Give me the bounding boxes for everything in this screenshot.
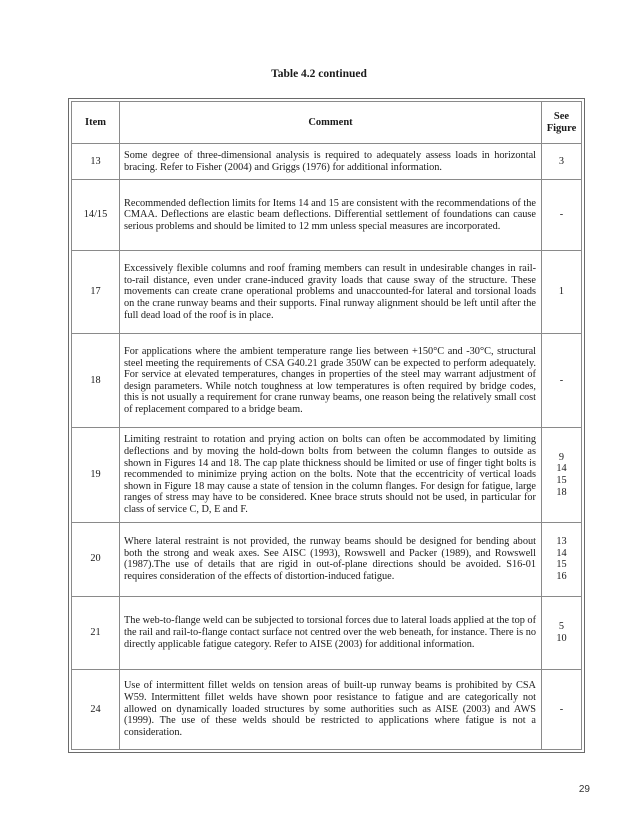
figure-ref: 15 <box>556 474 567 486</box>
comment-text: Where lateral restraint is not provided, the runway beams should be designed for bending about both the strong and weak axes. See AISC (1993), Rowswell and Packer (1989), and Rowswell (1987).The use of details that are rigid in out-of-plane directions should be avoided. S16-01 requires consideration of the effects of distortion-induced fatigue. <box>120 522 542 596</box>
see-figure-cell <box>542 180 582 251</box>
table-row <box>72 522 582 596</box>
see-figure-cell <box>542 334 582 428</box>
header-see-figure <box>542 102 582 144</box>
see-figure-cell <box>542 144 582 180</box>
table-row <box>72 144 582 180</box>
comments-table-frame <box>68 98 585 753</box>
comment-text: Excessively flexible columns and roof framing members can result in undesirable changes in rail-to-rail distance, even under crane-induced gravity loads that cause sway of the structure. These movements can create crane operational problems and unaccounted-for lateral and torsional loads on the crane runway beams and their supports. Final runway alignment should be left until after the full dead load of the roof is in place. <box>120 251 542 334</box>
table-row <box>72 428 582 522</box>
comment-text: Limiting restraint to rotation and prying action on bolts can often be accommodated by limiting deflections and by moving the hold-down bolts from between the column flanges to outside as shown in Figures 14 and 18. The cap plate thickness should be limited or use of finger tight bolts is recommended to minimize prying action on the bolts. Note that the eccentricity of vertical loads shown in Figure 18 may cause a state of tension in the column flanges. For design for fatigue, large ranges of stress may have to be considered. Knee brace struts should not be used, in particular for class of service C, D, E and F. <box>120 428 542 522</box>
item-number: 24 <box>72 669 120 749</box>
figure-ref: - <box>559 209 564 221</box>
comment-text: The web-to-flange weld can be subjected to torsional forces due to lateral loads applied at the top of the rail and rail-to-flange contact surface not centred over the web beneath, for instance. There is no directly applicable fatigue category. Refer to AISE (2003) for additional information. <box>120 596 542 669</box>
table-row <box>72 334 582 428</box>
item-number: 18 <box>72 334 120 428</box>
figure-ref: - <box>559 703 564 715</box>
table-header-row <box>72 102 582 144</box>
figure-ref: 5 <box>558 621 565 633</box>
header-figure-line-2: Figure <box>546 122 577 134</box>
comment-text: For applications where the ambient temperature range lies between +150°C and -30°C, structural steel meeting the requirements of CSA G40.21 grade 350W can be expected to perform adequately. For service at elevated temperatures, changes in properties of the steel may warrant adjustment of design parameters. While notch toughness at low temperatures is often required by bridge codes, this is not usually a requirement for crane runway beams, one reason being the relatively small cost of replacement compared to a bridge beam. <box>120 334 542 428</box>
see-figure-cell <box>542 251 582 334</box>
figure-ref: 1 <box>558 286 565 298</box>
figure-ref: 18 <box>556 486 567 498</box>
figure-ref: 13 <box>556 535 567 547</box>
header-comment: Comment <box>120 102 542 144</box>
see-figure-cell <box>542 669 582 749</box>
item-number: 21 <box>72 596 120 669</box>
table-row <box>72 669 582 749</box>
header-item: Item <box>72 102 120 144</box>
figure-ref: 10 <box>556 632 567 644</box>
comments-table <box>71 101 582 750</box>
header-figure-line-1: See <box>553 110 570 122</box>
figure-ref: 16 <box>556 570 567 582</box>
table-row <box>72 596 582 669</box>
table-caption: Table 4.2 continued <box>271 68 367 80</box>
comment-text: Use of intermittent fillet welds on tension areas of built-up runway beams is prohibited by CSA W59. Intermittent fillet welds have shown poor resistance to fatigue and are categorically not allowed on dynamically loaded structures by some authorities such as AISE (2003) and AWS (1999). The use of these welds should be restricted to applications where fatigue is not a consideration. <box>120 669 542 749</box>
item-number: 13 <box>72 144 120 180</box>
item-number: 14/15 <box>72 180 120 251</box>
item-number: 19 <box>72 428 120 522</box>
figure-ref: 9 <box>558 451 565 463</box>
comment-text: Some degree of three-dimensional analysis is required to adequately assess loads in horizontal bracing. Refer to Fisher (2004) and Griggs (1976) for additional information. <box>120 144 542 180</box>
table-row <box>72 180 582 251</box>
see-figure-cell <box>542 522 582 596</box>
item-number: 20 <box>72 522 120 596</box>
page-number: 29 <box>578 784 590 795</box>
figure-ref: 3 <box>558 155 565 167</box>
figure-ref: 14 <box>556 547 567 559</box>
item-number: 17 <box>72 251 120 334</box>
figure-ref: - <box>559 375 564 387</box>
figure-ref: 14 <box>556 463 567 475</box>
see-figure-cell <box>542 596 582 669</box>
table-row <box>72 251 582 334</box>
see-figure-cell <box>542 428 582 522</box>
comment-text: Recommended deflection limits for Items 14 and 15 are consistent with the recommendations of the CMAA. Deflections are elastic beam deflections. Differential settlement of foundations can cause serious problems and should be limited to 12 mm unless special measures are incorporated. <box>120 180 542 251</box>
figure-ref: 15 <box>556 559 567 571</box>
